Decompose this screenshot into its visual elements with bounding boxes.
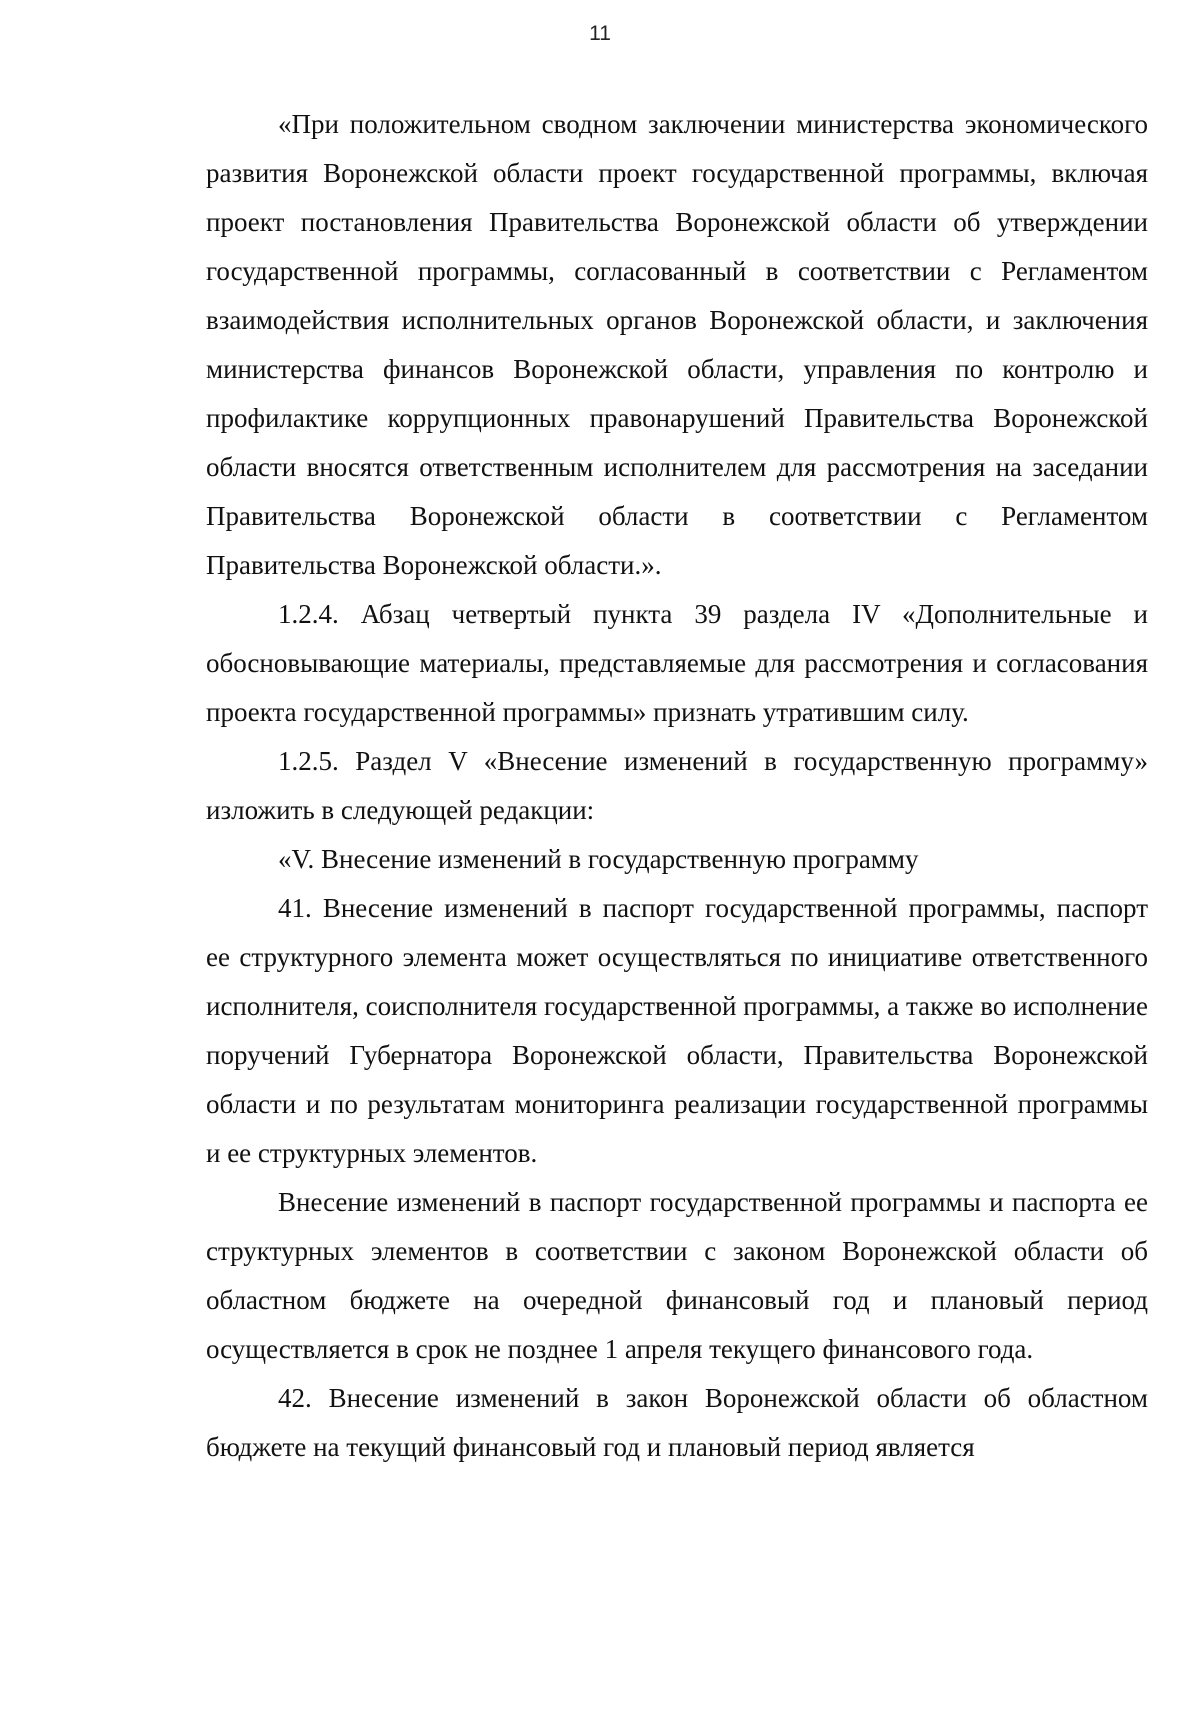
section-v-heading: «V. Внесение изменений в государственную программу [278,844,919,874]
paragraph-clause-41: 41. Внесение изменений в паспорт государственной программы, паспорт ее структурного элемента может осуществляться по инициативе ответственного исполнителя, соисполнителя государственной программы, а также во исполнение поручений Губернатора Воронежской области, Правительства Воронежской области и по результатам мониторинга реализации государственной программы и ее структурных элементов. [206,893,1148,1168]
page-number: 11 [589,22,611,45]
document-body [206,100,1148,1472]
paragraph-clause-41-deadline: Внесение изменений в паспорт государственной программы и паспорта ее структурных элементов в соответствии с законом Воронежской области об областном бюджете на очередной финансовый год и плановый период осуществляется в срок не позднее 1 апреля текущего финансового года. [206,1187,1148,1364]
paragraph-clause-42: 42. Внесение изменений в закон Воронежской области об областном бюджете на текущий финансовый год и плановый период является [206,1383,1148,1462]
paragraph-1-2-5: 1.2.5. Раздел V «Внесение изменений в государственную программу» изложить в следующей редакции: [206,746,1148,825]
paragraph-conclusion-procedure: «При положительном сводном заключении министерства экономического развития Воронежской области проект государственной программы, включая проект постановления Правительства Воронежской области об утверждении государственной программы, согласованный в соответствии с Регламентом взаимодействия исполнительных органов Воронежской области, и заключения министерства финансов Воронежской области, управления по контролю и профилактике коррупционных правонарушений Правительства Воронежской области вносятся ответственным исполнителем для рассмотрения на заседании Правительства Воронежской области в соответствии с Регламентом Правительства Воронежской области.». [206,109,1148,580]
paragraph-1-2-4: 1.2.4. Абзац четвертый пункта 39 раздела IV «Дополнительные и обосновывающие материалы, представляемые для рассмотрения и согласования проекта государственной программы» признать утратившим силу. [206,599,1148,727]
